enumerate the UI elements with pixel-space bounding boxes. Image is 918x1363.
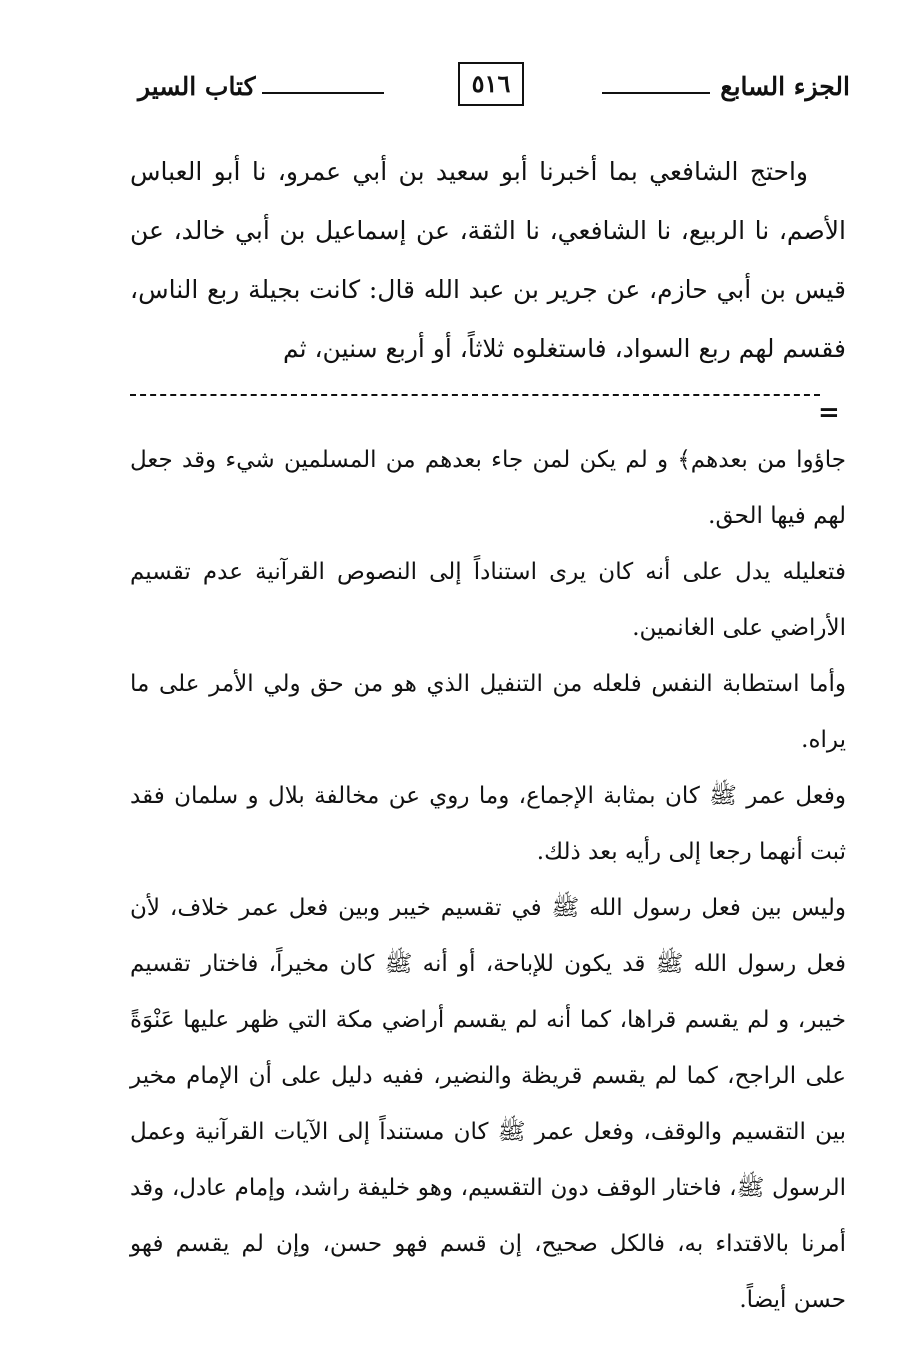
- footnote-paragraph: فتعليله يدل على أنه كان يرى استناداً إلى النصوص القرآنية عدم تقسيم الأراضي على الغانمين.: [130, 559, 846, 641]
- volume-title: الجزء السابع: [720, 72, 850, 101]
- header-rule-left: [262, 92, 384, 94]
- continuation-mark: =: [818, 398, 840, 428]
- main-text: [130, 142, 846, 378]
- header-rule-right: [602, 92, 710, 94]
- footnote-paragraph: جاؤوا من بعدهم﴾ و لم يكن لمن جاء بعدهم من المسلمين شيء وقد جعل لهم فيها الحق.: [130, 447, 846, 529]
- main-paragraph: واحتج الشافعي بما أخبرنا أبو سعيد بن أبي عمرو، نا أبو العباس الأصم، نا الربيع، نا الشافعي، نا الثقة، عن إسماعيل بن أبي خالد، عن قيس بن أبي حازم، عن جرير بن عبد الله قال: كانت بجيلة ربع الناس، فقسم لهم ربع السواد، فاستغلوه ثلاثاً، أو أربع سنين، ثم: [130, 157, 846, 363]
- footnote-separator: [130, 394, 820, 396]
- book-title: كتاب السير: [138, 72, 256, 101]
- footnote-paragraph: وفعل عمر ﷺ كان بمثابة الإجماع، وما روي عن مخالفة بلال و سلمان فقد ثبت أنهما رجعا إلى رأيه بعد ذلك.: [130, 783, 846, 865]
- footnote-paragraph: وليس بين فعل رسول الله ﷺ في تقسيم خيبر وبين فعل عمر خلاف، لأن فعل رسول الله ﷺ قد يكون للإباحة، أو أنه ﷺ كان مخيراً، فاختار تقسيم خيبر، و لم يقسم قراها، كما أنه لم يقسم أراضي مكة التي ظهر عليها عَنْوَةً على الراجح، كما لم يقسم قريظة والنضير، ففيه دليل على أن الإمام مخير بين التقسيم والوقف، وفعل عمر ﷺ كان مستنداً إلى الآيات القرآنية وعمل الرسول ﷺ، فاختار الوقف دون التقسيم، وهو خليفة راشد، وإمام عادل، وقد أمرنا بالاقتداء به، فالكل صحيح، إن قسم فهو حسن، وإن لم يقسم فهو حسن أيضاً.: [130, 895, 846, 1313]
- footnote-paragraph: وأما استطابة النفس فلعله من التنفيل الذي هو من حق ولي الأمر على ما يراه.: [130, 671, 846, 753]
- page-header: [130, 62, 850, 122]
- page-number: ٥١٦: [458, 62, 524, 106]
- footnote-block: [130, 432, 846, 1328]
